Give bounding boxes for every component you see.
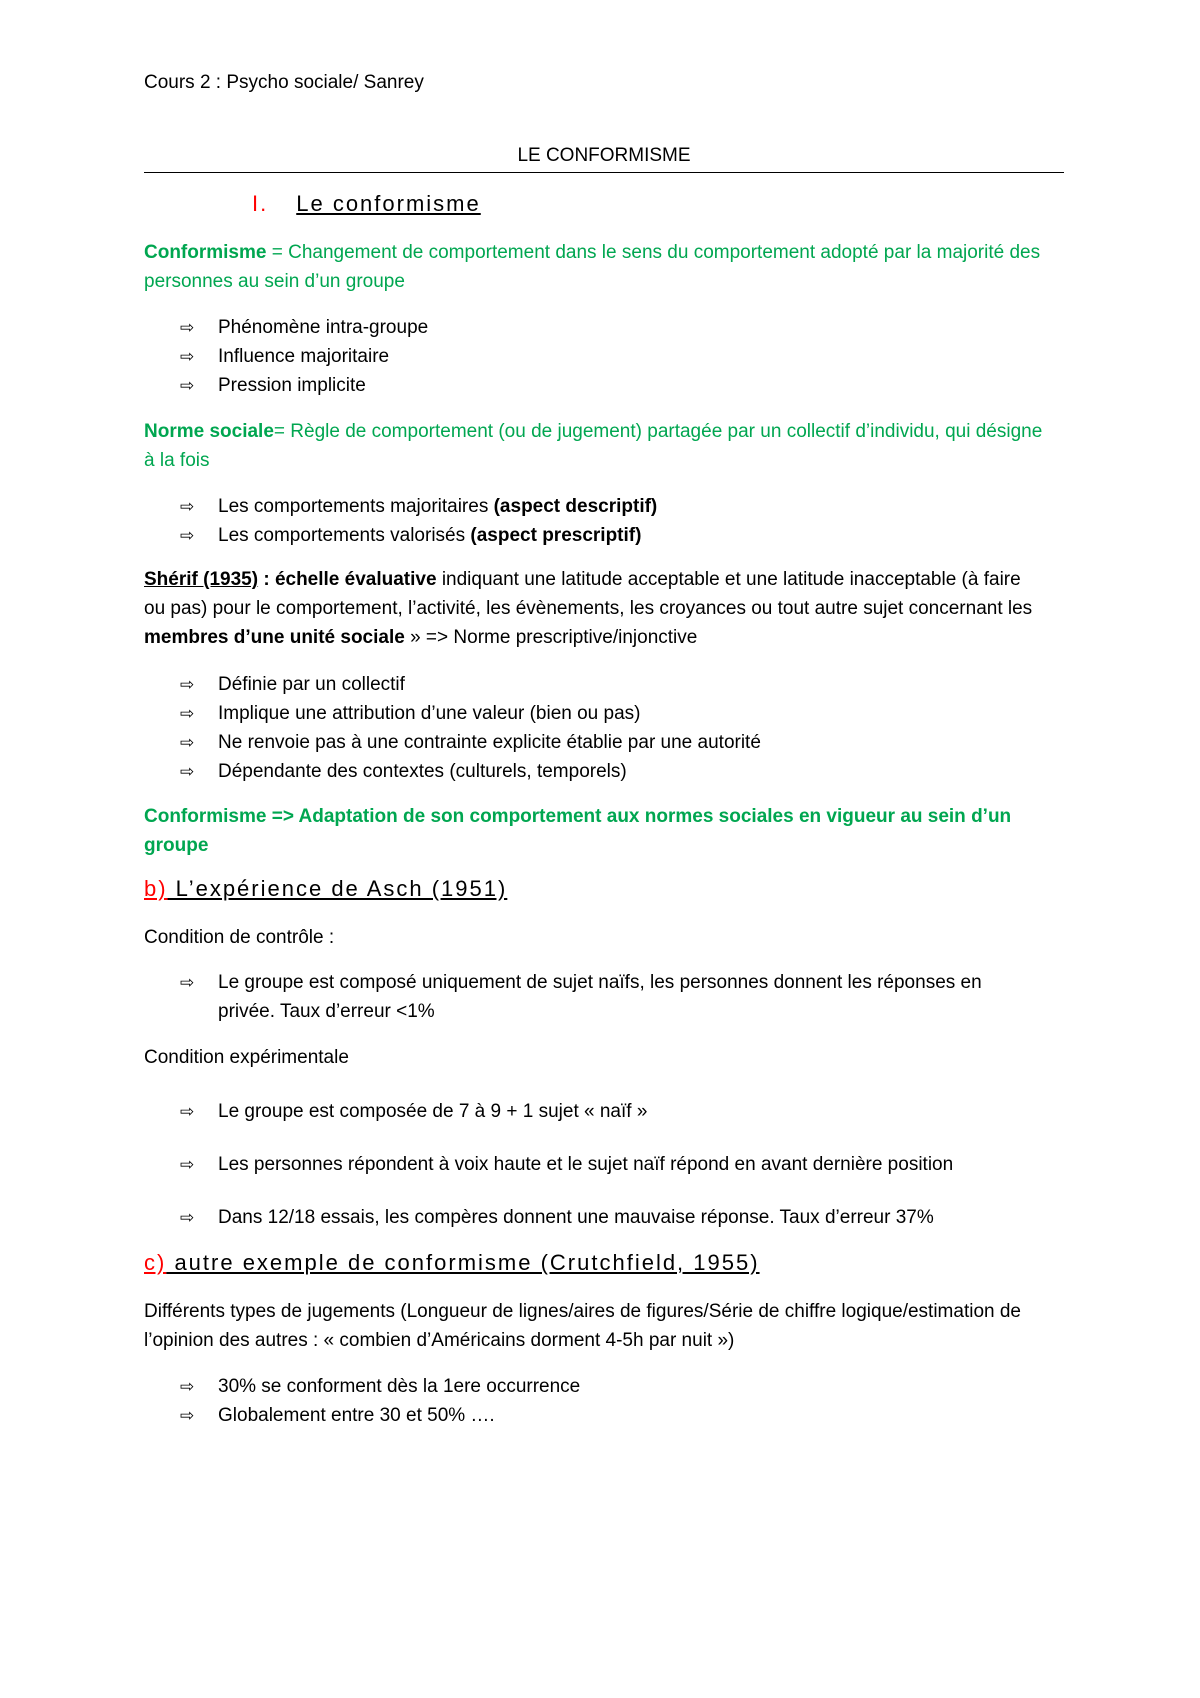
arrow-icon: ⇨ xyxy=(180,497,195,516)
definition-term: Conformisme xyxy=(144,242,267,263)
page-title: LE CONFORMISME xyxy=(517,145,691,166)
section-label: autre exemple de conformisme (Crutchfield, 1955) xyxy=(166,1250,760,1275)
definition-term: Conformisme xyxy=(144,806,267,827)
arrow-icon: ⇨ xyxy=(180,526,195,545)
page-header: Cours 2 : Psycho sociale/ Sanrey xyxy=(144,72,424,93)
arrow-icon: ⇨ xyxy=(180,1155,195,1174)
definition-text: = Règle de comportement (ou de jugement) partagée par un collectif d’individu, qui désigne à la fois xyxy=(144,421,1043,471)
list-item: ⇨ Dépendante des contextes (culturels, temporels) xyxy=(180,757,1040,786)
section-heading-c xyxy=(144,1250,760,1276)
section-heading-b xyxy=(144,876,507,902)
list-item: ⇨ Implique une attribution d’une valeur (bien ou pas) xyxy=(180,699,1040,728)
experimental-condition-heading: Condition expérimentale xyxy=(144,1047,349,1068)
arrow-icon: ⇨ xyxy=(180,973,195,992)
sherif-paragraph: Shérif (1935) : échelle évaluative indiquant une latitude acceptable et une latitude inacceptable (à faire ou pas) pour le comportement, l’activité, les évènements, les croyances ou tout autre sujet concernant les membres d’une unité sociale » => Norme prescriptive/injonctive xyxy=(144,569,1033,648)
arrow-icon: ⇨ xyxy=(180,347,195,366)
list-item: ⇨ Le groupe est composée de 7 à 9 + 1 sujet « naïf » xyxy=(180,1097,1040,1126)
list-item: ⇨ Dans 12/18 essais, les compères donnent une mauvaise réponse. Taux d’erreur 37% xyxy=(180,1203,1040,1232)
arrow-icon: ⇨ xyxy=(180,1208,195,1227)
definition-conformisme xyxy=(144,238,1044,296)
control-condition-heading: Condition de contrôle : xyxy=(144,927,335,948)
sherif-reference: Shérif (1935) xyxy=(144,569,259,590)
list-item: ⇨ 30% se conforment dès la 1ere occurrence xyxy=(180,1372,1040,1401)
arrow-icon: ⇨ xyxy=(180,1377,195,1396)
list-item: ⇨ Les personnes répondent à voix haute et le sujet naïf répond en avant dernière position xyxy=(180,1150,1040,1179)
definition-text: = Changement de comportement dans le sens du comportement adopté par la majorité des personnes au sein d’un groupe xyxy=(144,242,1041,292)
section-label: L’expérience de Asch (1951) xyxy=(167,876,508,901)
arrow-icon: ⇨ xyxy=(180,376,195,395)
definition-norme-sociale xyxy=(144,417,1044,475)
section-heading-1 xyxy=(252,191,481,217)
arrow-icon: ⇨ xyxy=(180,1406,195,1425)
definition-term: Norme sociale xyxy=(144,421,274,442)
section-label: Le conformisme xyxy=(296,191,481,216)
arrow-icon: ⇨ xyxy=(180,1102,195,1121)
list-item: ⇨ Influence majoritaire xyxy=(180,342,1040,371)
definition-text: => Adaptation de son comportement aux normes sociales en vigueur au sein d’un groupe xyxy=(144,806,1012,856)
crutchfield-paragraph: Différents types de jugements (Longueur de lignes/aires de figures/Série de chiffre logique/estimation de l’opinion des autres : « combien d’Américains dorment 4-5h par nuit ») xyxy=(144,1301,1021,1351)
section-number: c) xyxy=(144,1250,167,1275)
arrow-icon: ⇨ xyxy=(180,675,195,694)
list-item: ⇨ Le groupe est composé uniquement de sujet naïfs, les personnes donnent les réponses en privée. Taux d’erreur <1% xyxy=(180,968,1040,1026)
arrow-icon: ⇨ xyxy=(180,733,195,752)
arrow-icon: ⇨ xyxy=(180,704,195,723)
section-number: b) xyxy=(144,876,168,901)
list-item: ⇨ Ne renvoie pas à une contrainte explicite établie par une autorité xyxy=(180,728,1040,757)
list-item: ⇨ Pression implicite xyxy=(180,371,1040,400)
section-number: I. xyxy=(252,191,269,216)
list-item: ⇨ Définie par un collectif xyxy=(180,670,1040,699)
arrow-icon: ⇨ xyxy=(180,762,195,781)
definition-conformisme-2 xyxy=(144,802,1044,860)
arrow-icon: ⇨ xyxy=(180,318,195,337)
list-item: ⇨ Phénomène intra-groupe xyxy=(180,313,1040,342)
list-item: ⇨ Les comportements valorisés (aspect prescriptif) xyxy=(180,521,1040,550)
list-item: ⇨ Les comportements majoritaires (aspect descriptif) xyxy=(180,492,1040,521)
title-divider xyxy=(144,172,1064,173)
list-item: ⇨ Globalement entre 30 et 50% …. xyxy=(180,1401,1040,1430)
